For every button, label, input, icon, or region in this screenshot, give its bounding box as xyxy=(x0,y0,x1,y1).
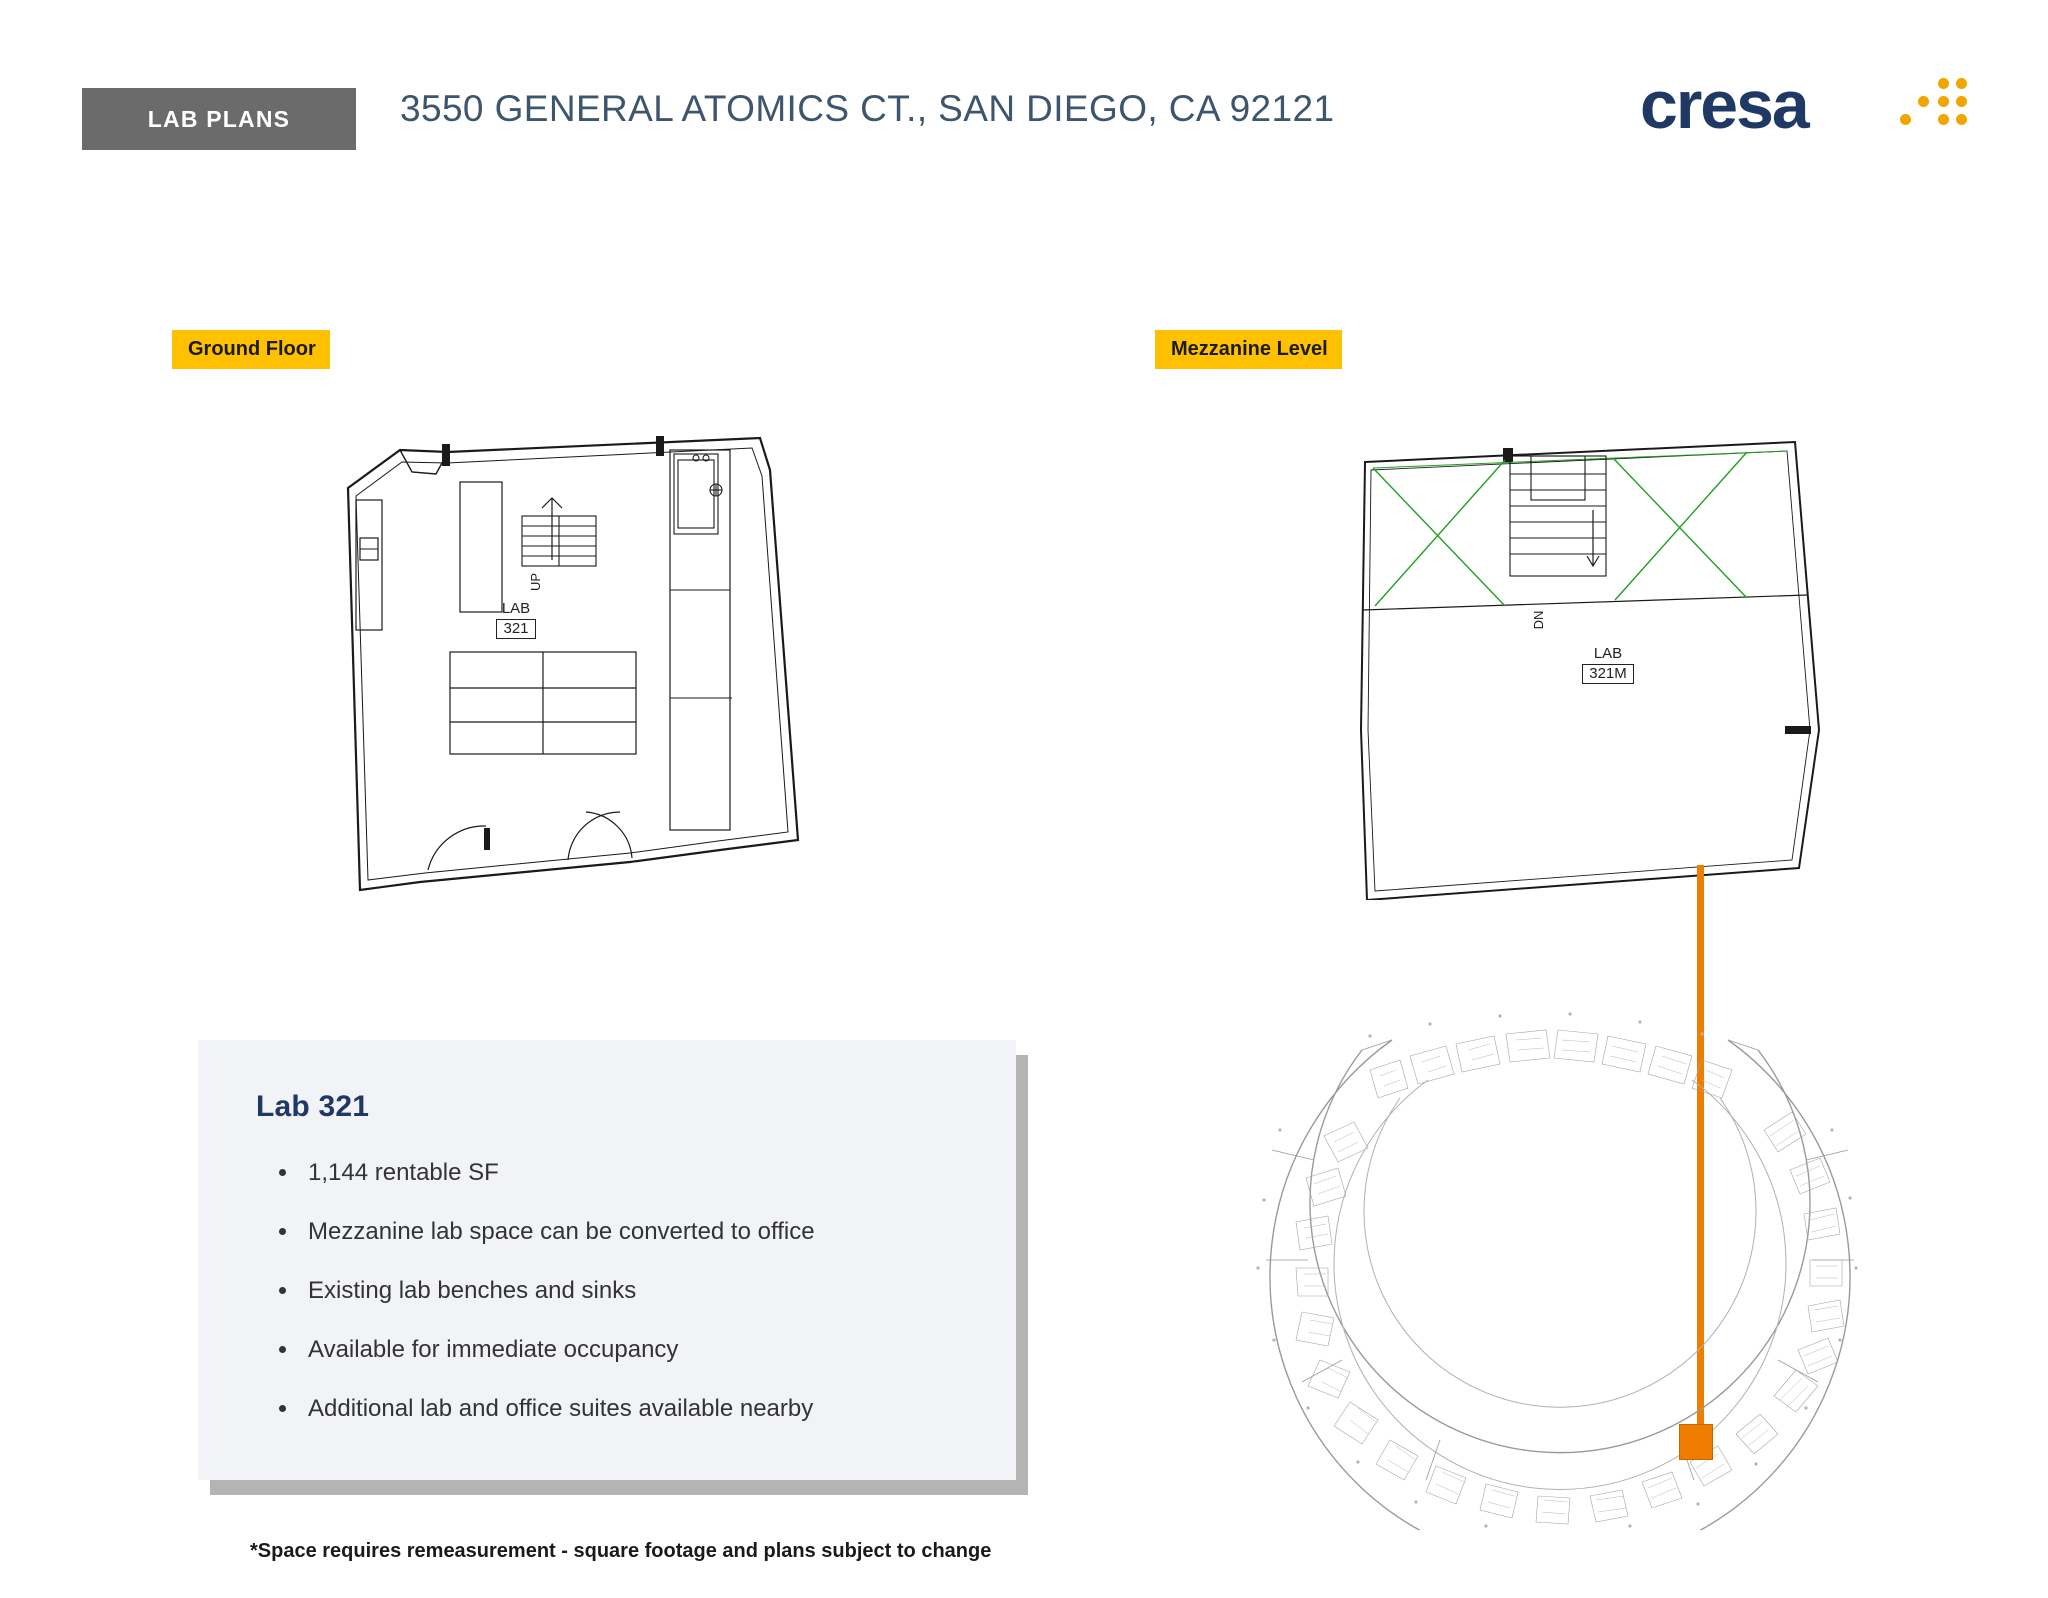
building-site-plan xyxy=(1250,1010,1870,1530)
ground-room-label: LAB xyxy=(501,600,531,617)
page-title: 3550 GENERAL ATOMICS CT., SAN DIEGO, CA 92121 xyxy=(400,88,1335,129)
lab-plans-badge xyxy=(82,88,356,150)
list-item: • Available for immediate occupancy xyxy=(300,1335,815,1365)
list-item: • Mezzanine lab space can be converted to office xyxy=(300,1217,815,1247)
cresa-logo xyxy=(1640,66,1970,150)
ground-floor-drawing xyxy=(300,430,840,910)
list-item: • Additional lab and office suites available nearby xyxy=(300,1394,815,1424)
cresa-logo-wordmark: cresa xyxy=(1640,67,1808,143)
mezzanine-room-number: 321M xyxy=(1582,664,1634,683)
lab-plans-badge-label: LAB PLANS xyxy=(147,105,291,132)
ground-room-number: 321 xyxy=(496,619,535,638)
mezzanine-floorplan xyxy=(1355,430,1845,900)
suite-location-marker xyxy=(1679,1424,1713,1460)
disclaimer-footnote: *Space requires remeasurement - square footage and plans subject to change xyxy=(250,1540,992,1562)
info-card-title: Lab 321 xyxy=(256,1090,370,1123)
mezzanine-level-label: Mezzanine Level xyxy=(1155,330,1342,369)
site-plan-drawing xyxy=(1250,1010,1870,1530)
ground-room-tag xyxy=(466,600,566,639)
info-card-bullet-list xyxy=(260,1158,815,1453)
list-item: • Existing lab benches and sinks xyxy=(300,1276,815,1306)
mezzanine-room-tag xyxy=(1553,645,1663,684)
info-card xyxy=(198,1040,1016,1480)
list-item: • 1,144 rentable SF xyxy=(300,1158,815,1188)
ground-floor-label: Ground Floor xyxy=(172,330,330,369)
ground-stair-direction-label: UP xyxy=(528,572,543,592)
cresa-logo-dots-icon xyxy=(1896,78,1968,134)
mezzanine-stair-direction-label: DN xyxy=(1531,610,1546,630)
mezzanine-room-label: LAB xyxy=(1593,645,1623,662)
ground-floor-floorplan xyxy=(300,430,840,910)
